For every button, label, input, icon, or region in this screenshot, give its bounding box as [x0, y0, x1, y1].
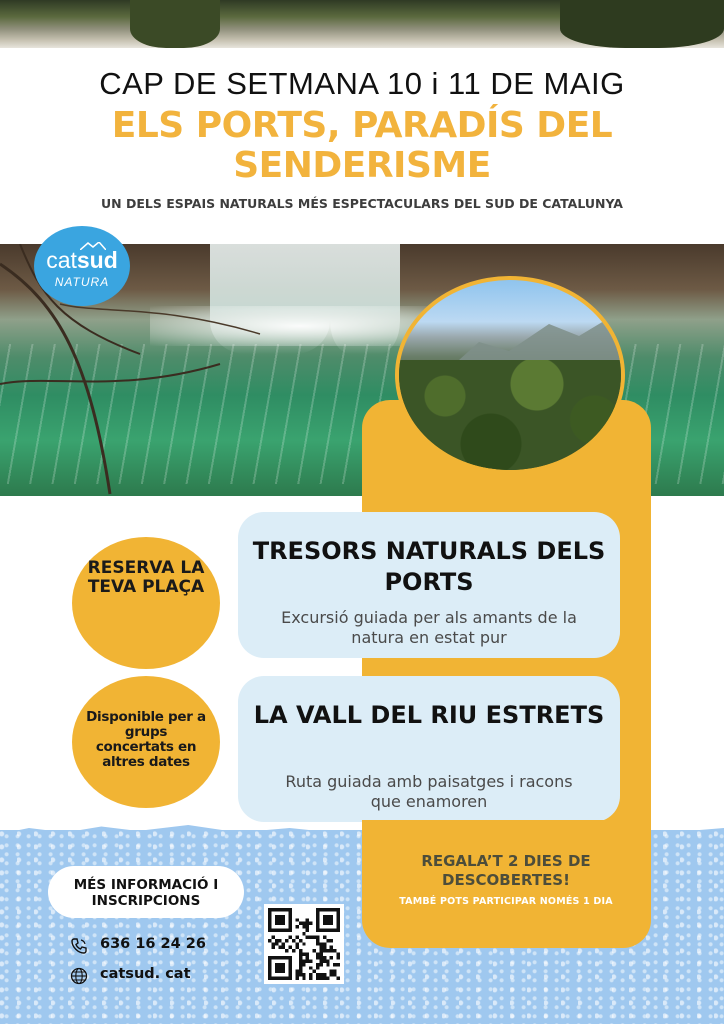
logo-tagline: NATURA	[54, 275, 110, 289]
gift-note: TAMBÉ POTS PARTICIPAR NOMÉS 1 DIA	[399, 896, 613, 907]
card-title: TRESORS NATURALS DELS PORTS	[252, 537, 606, 596]
logo-wordmark: catsud	[46, 247, 118, 273]
globe-icon	[70, 967, 88, 985]
info-label-text: MÉS INFORMACIÓ I INSCRIPCIONS	[73, 877, 219, 909]
phone-icon	[70, 937, 88, 955]
qr-code[interactable]	[264, 904, 344, 984]
forest	[399, 360, 625, 474]
reserve-badge	[72, 537, 220, 669]
foliage-decoration	[130, 0, 220, 48]
groups-text: Disponible per a grups concertats en altres dates	[86, 709, 206, 770]
excursion-card	[238, 512, 620, 658]
card-description: Excursió guiada per als amants de la natura en estat pur	[281, 608, 577, 647]
info-label	[48, 866, 244, 918]
catsud-logo	[34, 226, 130, 306]
page-title: ELS PORTS, PARADÍS DEL SENDERISME	[111, 105, 613, 186]
event-date: CAP DE SETMANA 10 i 11 DE MAIG	[99, 66, 625, 101]
mountain-photo	[395, 276, 625, 474]
reserve-text: RESERVA LA TEVA PLAÇA	[87, 558, 205, 597]
card-description: Ruta guiada amb paisatges i racons que enamoren	[285, 772, 573, 811]
groups-badge	[72, 676, 220, 808]
foliage-decoration	[560, 0, 724, 48]
gift-headline: REGALA’T 2 DIES DE DESCOBERTES!	[421, 852, 591, 889]
excursion-card	[238, 676, 620, 822]
page-subtitle: UN DELS ESPAIS NATURALS MÉS ESPECTACULARS DEL SUD DE CATALUNYA	[101, 196, 623, 211]
header	[0, 48, 724, 244]
card-title: LA VALL DEL RIU ESTRETS	[253, 701, 605, 729]
website-link: catsud. cat	[100, 966, 191, 982]
phone-number: 636 16 24 26	[100, 936, 206, 952]
top-photo-strip	[0, 0, 724, 48]
